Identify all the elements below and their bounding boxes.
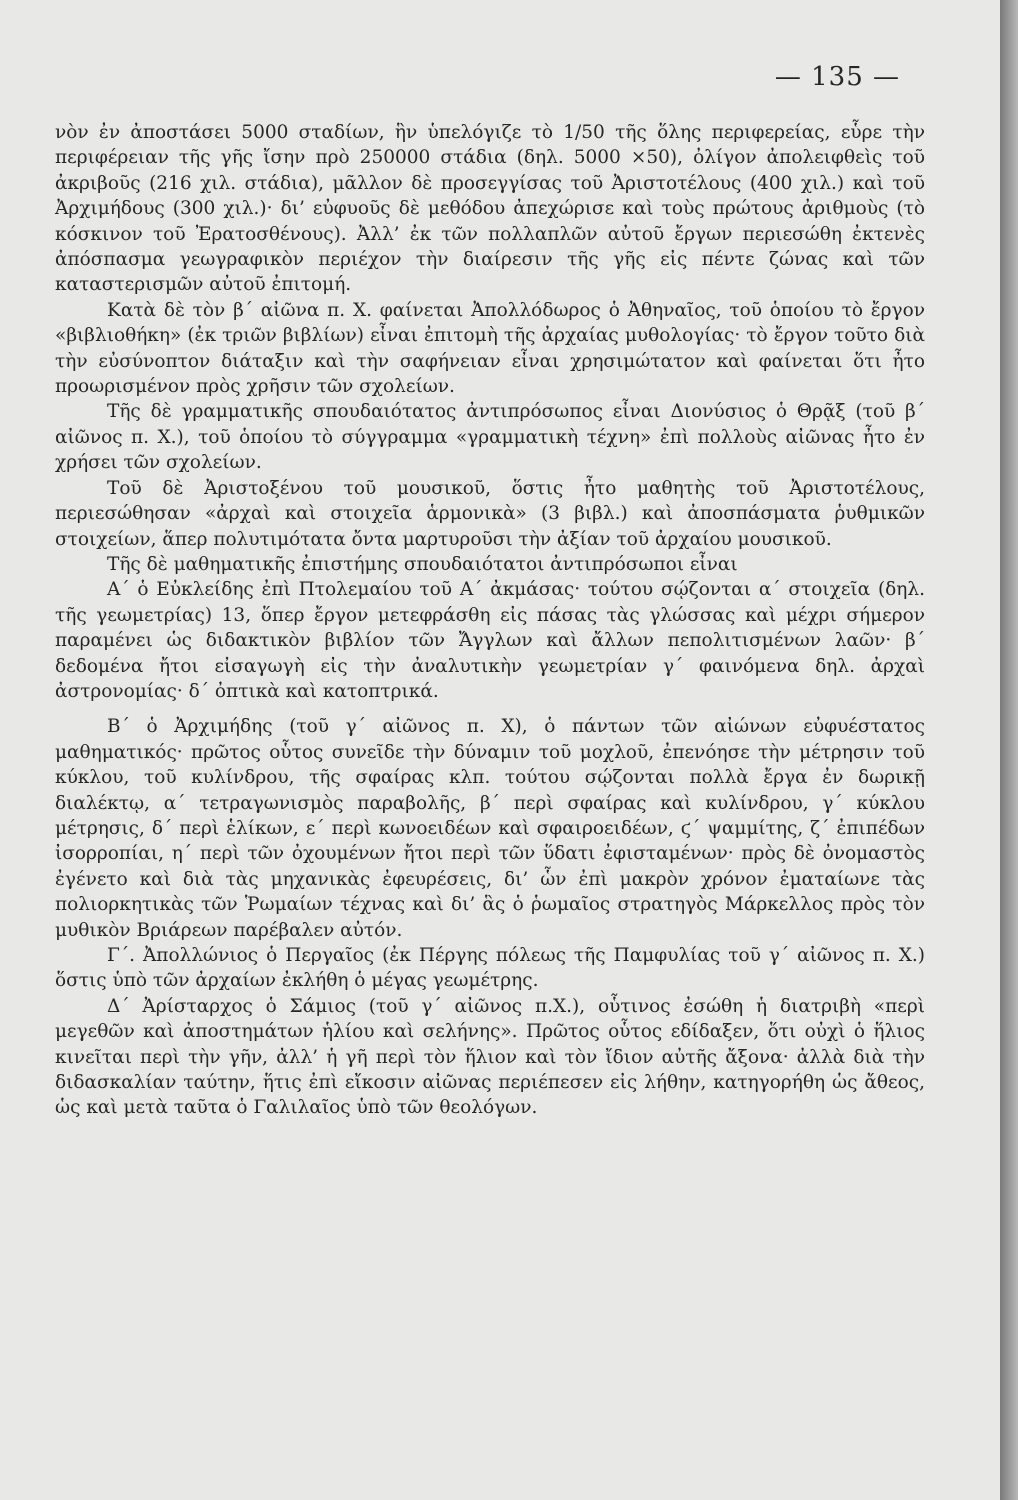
paragraph-aristoxenus: Τοῦ δὲ Ἀριστοξένου τοῦ μουσικοῦ, ὅστις ἦτο μαθητὴς τοῦ Ἀριστοτέλους, περιεσώθησαν «ἀρχαὶ καὶ στοιχεῖα ἁρμονικὰ» (3 βιβλ.) καὶ ἀποσπάσματα ῥυθμικῶν στοιχείων, ἅπερ πολυτιμότατα ὄντα μαρτυροῦσι τὴν ἀξίαν τοῦ ἀρχαίου μουσικοῦ. [55,477,925,550]
paragraph-apollonius: Γ´. Ἀπολλώνιος ὁ Περγαῖος (ἐκ Πέργης πόλεως τῆς Παμφυλίας τοῦ γ´ αἰῶνος π. Χ.) ὅστις ὑπὸ τῶν ἀρχαίων ἐκλήθη ὁ μέγας γεωμέτρης. [55,945,925,992]
page-edge-shadow [1000,0,1018,1500]
body-text [55,120,925,1121]
paragraph-euclid: Α´ ὁ Εὐκλείδης ἐπὶ Πτολεμαίου τοῦ Α´ ἀκμάσας· τούτου σῴζονται α´ στοιχεῖα (δηλ. τῆς γεωμετρίας) 13, ὅπερ ἔργον μετεφράσθη εἰς πάσας τὰς γλώσσας καὶ μέχρι σήμερον παραμένει ὡς διδακτικὸν βιβλίον τῶν Ἄγγλων καὶ ἄλλων πεπολιτισμένων λαῶν· β´ δεδομένα ἤτοι εἰσαγωγὴ εἰς τὴν ἀναλυτικὴν γεωμετρίαν γ´ φαινόμενα δηλ. ἀρχαὶ ἀστρονομίας· δ´ ὀπτικὰ καὶ κατοπτρικά. [55,579,925,702]
paragraph-aristarchus: Δ´ Ἀρίσταρχος ὁ Σάμιος (τοῦ γ´ αἰῶνος π.Χ.), οὗτινος ἐσώθη ἡ διατριβὴ «περὶ μεγεθῶν καὶ ἀποστημάτων ἡλίου καὶ σελήνης». Πρῶτος οὗτος εδίδαξεν, ὅτι οὐχὶ ὁ ἥλιος κινεῖται περὶ τὴν γῆν, ἀλλ’ ἡ γῆ περὶ τὸν ἥλιον καὶ τὸν ἴδιον αὐτῆς ἄξονα· ἀλλὰ διὰ τὴν διδασκαλίαν ταύτην, ἥτις ἐπὶ εἴκοσιν αἰῶνας περιέπεσεν εἰς λήθην, κατηγορήθη ὡς ἄθεος, ὡς καὶ μετὰ ταῦτα ὁ Γαλιλαῖος ὑπὸ τῶν θεολόγων. [55,995,925,1119]
paragraph-dionysius: Τῆς δὲ γραμματικῆς σπουδαιότατος ἀντιπρόσωπος εἶναι Διονύσιος ὁ Θρᾷξ (τοῦ β´ αἰῶνος π. Χ.), τοῦ ὁποίου τὸ σύγγραμμα «γραμματικὴ τέχνη» ἐπὶ πολλοὺς αἰῶνας ἦτο ἐν χρήσει τῶν σχολείων. [55,401,925,474]
paragraph-eratosthenes: νὸν ἐν ἀποστάσει 5000 σταδίων, ἣν ὑπελόγιζε τὸ 1/50 τῆς ὅλης περιφερείας, εὗρε τὴν περιφέρειαν τῆς γῆς ἴσην πρὸ 250000 στάδια (δηλ. 5000 ×50), ὀλίγον ἀπολειφθεὶς τοῦ ἀκριβοῦς (216 χιλ. στάδια), μᾶλλον δὲ προσεγγίσας τοῦ Ἀριστοτέλους (400 χιλ.) καὶ τοῦ Ἀρχιμήδους (300 χιλ.)· δι’ εὐφυοῦς δὲ μεθόδου ἀπεχώρισε καὶ τοὺς πρώτους ἀριθμοὺς (τὸ κόσκινον τοῦ Ἐρατοσθένους). Ἀλλ’ ἐκ τῶν πολλαπλῶν αὐτοῦ ἔργων περιεσώθη ἐκτενὲς ἀπόσπασμα γεωγραφικὸν περιέχον τὴν διαίρεσιν τῆς γῆς εἰς πέντε ζώνας καὶ τῶν καταστερισμῶν αὐτοῦ ἐπιτομή. [55,122,925,296]
paragraph-apollodorus: Κατὰ δὲ τὸν β´ αἰῶνα π. Χ. φαίνεται Ἀπολλόδωρος ὁ Ἀθηναῖος, τοῦ ὁποίου τὸ ἔργον «βιβλιοθήκη» (ἐκ τριῶν βιβλίων) εἶναι ἐπιτομὴ τῆς ἀρχαίας μυθολογίας· τὸ ἔργον τοῦτο διὰ τὴν εὐσύνοπτον διάταξιν καὶ τὴν σαφήνειαν εἶναι χρησιμώτατον καὶ φαίνεται ὅτι ἦτο προωρισμένον πρὸς χρῆσιν τῶν σχολείων. [55,299,925,398]
paragraph-mathematics-intro: Τῆς δὲ μαθηματικῆς ἐπιστήμης σπουδαιότατοι ἀντιπρόσωποι εἶναι [107,553,738,575]
paragraph-archimedes: Β´ ὁ Ἀρχιμήδης (τοῦ γ´ αἰῶνος π. Χ), ὁ πάντων τῶν αἰώνων εὐφυέστατος μαθηματικός· πρῶτος οὗτος συνεῖδε τὴν δύναμιν τοῦ μοχλοῦ, ἐπενόησε τὴν μέτρησιν τοῦ κύκλου, τοῦ κυλίνδρου, τῆς σφαίρας κλπ. τούτου σῴζονται πολλὰ ἔργα ἐν δωρικῇ διαλέκτῳ, α´ τετραγωνισμὸς παραβολῆς, β´ περὶ σφαίρας καὶ κυλίνδρου, γ´ κύκλου μέτρησις, δ´ περὶ ἑλίκων, ε´ περὶ κωνοειδέων καὶ σφαιροειδέων, ϛ´ ψαμμίτης, ζ´ ἐπιπέδων ἰσορροπίαι, η´ περὶ τῶν ὀχουμένων ἤτοι περὶ τῶν ὕδατι ἐφισταμένων· πρὸς δὲ ὀνομαστὸς ἐγένετο καὶ διὰ τὰς μηχανικὰς ἐφευρέσεις, δι’ ὧν ἐπὶ μακρὸν χρόνον ἐματαίωνε τὰς πολιορκητικὰς τῶν Ῥωμαίων τέχνας καὶ δι’ ἃς ὁ ῥωμαῖος στρατηγὸς Μάρκελλος πρὸς τὸν μυθικὸν Βριάρεων παρέβαλεν αὐτόν. [55,716,925,941]
page-number: — 135 — [774,62,900,92]
